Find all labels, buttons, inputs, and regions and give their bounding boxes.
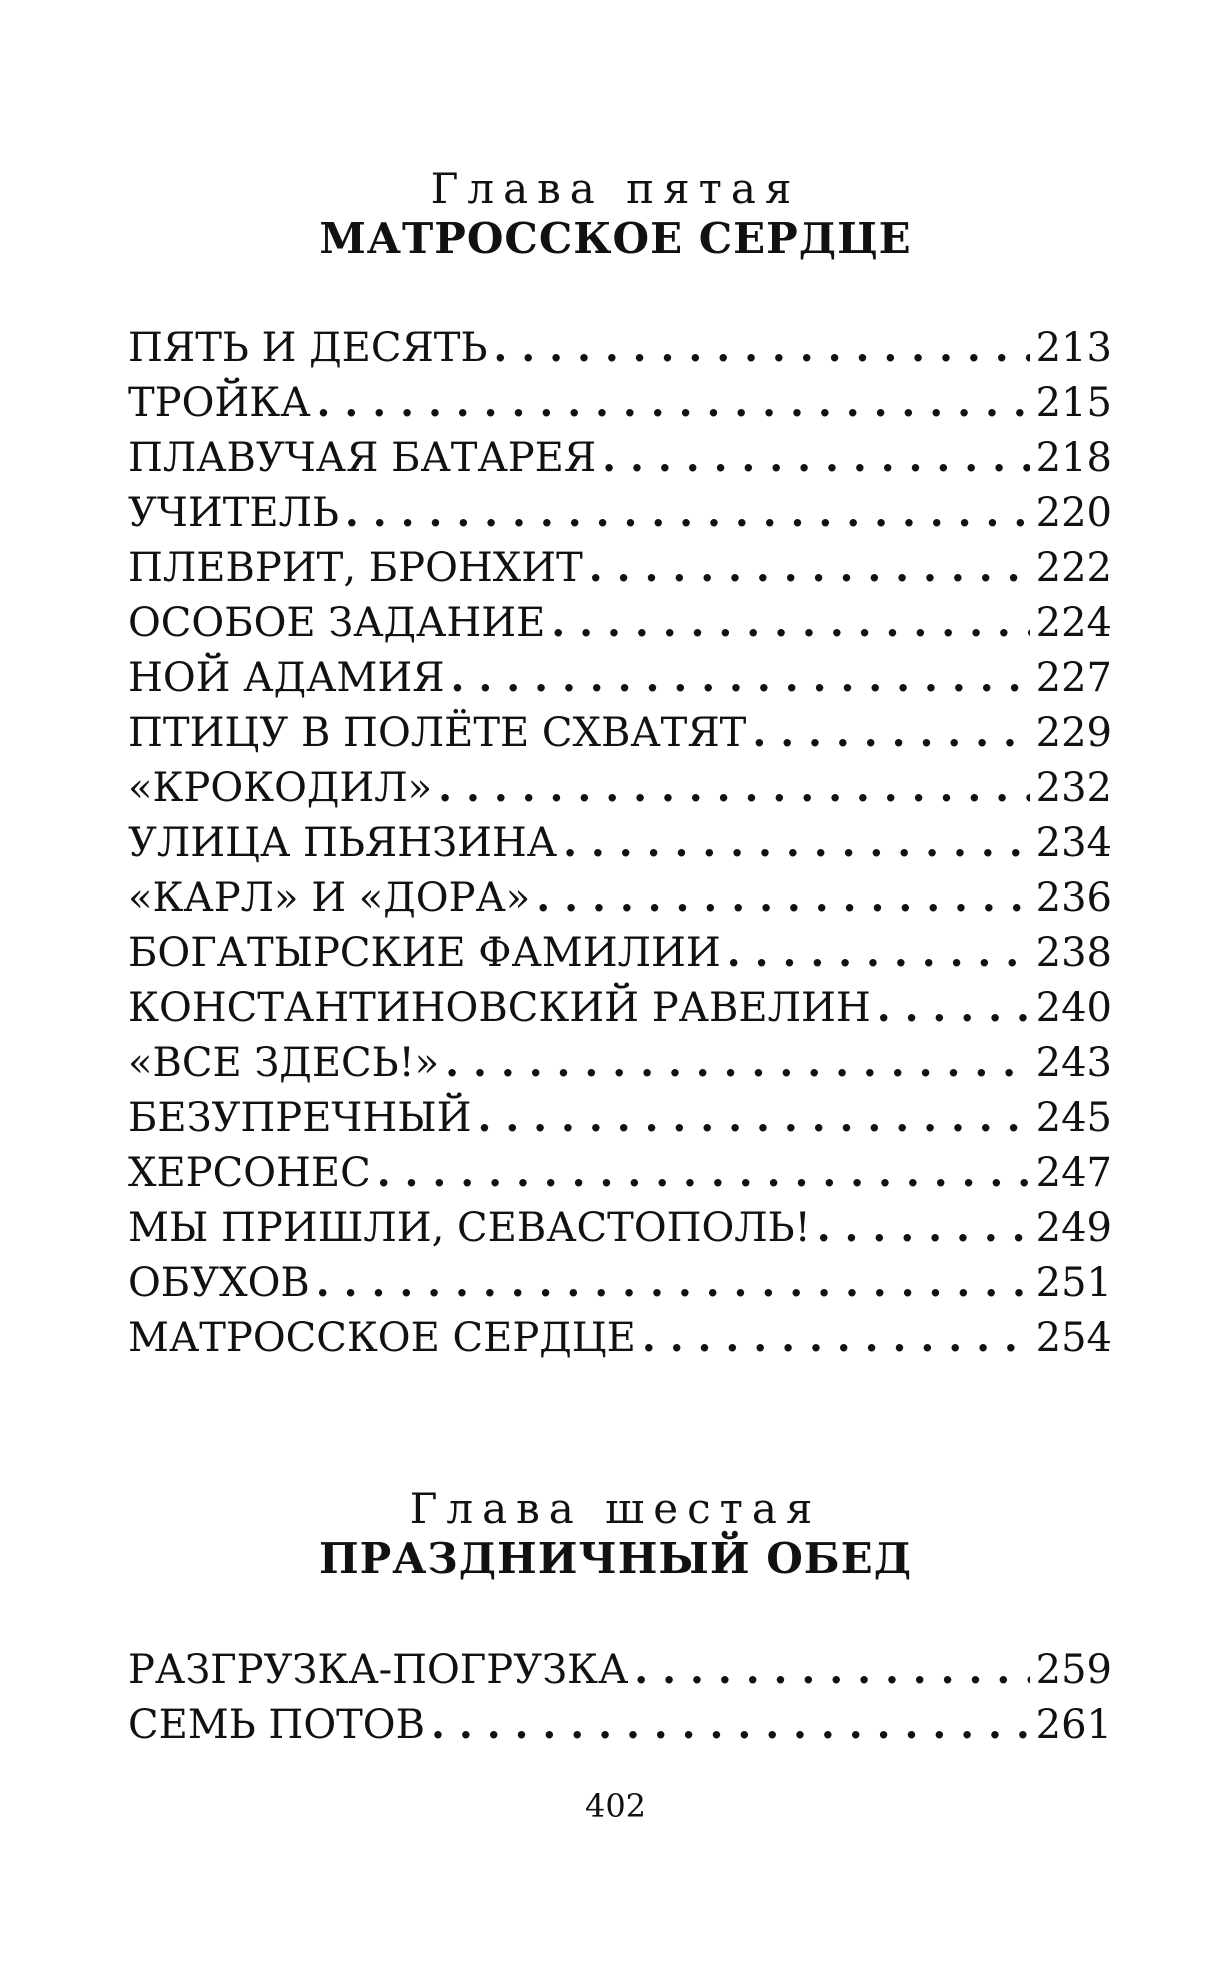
toc-dot-leader <box>438 760 1030 815</box>
toc-dot-leader <box>317 375 1030 430</box>
toc-entry <box>128 595 1112 650</box>
toc-entry-page: 240 <box>1035 985 1112 1031</box>
chapter-5-toc <box>128 320 1112 1365</box>
toc-entry-title: ПТИЦУ В ПОЛЁТЕ СХВАТЯТ <box>128 710 747 756</box>
toc-entry-page: 232 <box>1035 765 1112 811</box>
toc-dot-leader <box>345 485 1030 540</box>
toc-entry <box>128 1035 1112 1090</box>
toc-entry-title: ТРОЙКА <box>128 380 311 426</box>
toc-entry <box>128 760 1112 815</box>
toc-entry-page: 259 <box>1035 1647 1112 1693</box>
toc-dot-leader <box>752 705 1029 760</box>
toc-entry-title: «КАРЛ» И «ДОРА» <box>128 875 531 921</box>
toc-entry <box>128 980 1112 1035</box>
toc-entry <box>128 1697 1112 1752</box>
toc-entry <box>128 870 1112 925</box>
toc-entry-page: 243 <box>1035 1040 1112 1086</box>
toc-entry-title: МЫ ПРИШЛИ, СЕВАСТОПОЛЬ! <box>128 1205 811 1251</box>
toc-dot-leader <box>642 1310 1030 1365</box>
toc-dot-leader <box>551 595 1029 650</box>
chapter-6-toc <box>128 1642 1112 1752</box>
toc-dot-leader <box>316 1255 1030 1310</box>
toc-dot-leader <box>877 980 1030 1035</box>
toc-dot-leader <box>451 650 1030 705</box>
toc-entry-page: 222 <box>1035 545 1112 591</box>
toc-entry-page: 238 <box>1035 930 1112 976</box>
toc-entry <box>128 815 1112 870</box>
toc-entry-page: 229 <box>1035 710 1112 756</box>
toc-entry-page: 245 <box>1035 1095 1112 1141</box>
toc-entry-title: НОЙ АДАМИЯ <box>128 655 445 701</box>
toc-entry-page: 224 <box>1035 600 1112 646</box>
toc-dot-leader <box>536 870 1029 925</box>
toc-entry-title: СЕМЬ ПОТОВ <box>128 1702 425 1748</box>
page-number: 402 <box>584 1787 647 1825</box>
toc-dot-leader <box>431 1697 1030 1752</box>
toc-entry <box>128 1310 1112 1365</box>
toc-entry-title: УЛИЦА ПЬЯНЗИНА <box>128 820 558 866</box>
toc-entry-title: «ВСЕ ЗДЕСЬ!» <box>128 1040 440 1086</box>
toc-dot-leader <box>727 925 1030 980</box>
toc-entry-page: 213 <box>1035 325 1112 371</box>
toc-entry-page: 261 <box>1035 1702 1112 1748</box>
toc-entry <box>128 705 1112 760</box>
toc-entry <box>128 430 1112 485</box>
toc-entry-page: 215 <box>1035 380 1112 426</box>
toc-entry-title: МАТРОССКОЕ СЕРДЦЕ <box>128 1315 636 1361</box>
toc-entry-title: ХЕРСОНЕС <box>128 1150 371 1196</box>
toc-entry-page: 247 <box>1035 1150 1112 1196</box>
chapter-6-title: ПРАЗДНИЧНЫЙ ОБЕД <box>318 1534 913 1583</box>
toc-dot-leader <box>493 320 1029 375</box>
toc-entry <box>128 1255 1112 1310</box>
toc-entry-page: 254 <box>1035 1315 1112 1361</box>
toc-entry-title: УЧИТЕЛЬ <box>128 490 339 536</box>
toc-entry <box>128 485 1112 540</box>
toc-entry-title: БОГАТЫРСКИЕ ФАМИЛИИ <box>128 930 721 976</box>
toc-entry <box>128 650 1112 705</box>
toc-dot-leader <box>589 540 1030 595</box>
chapter-5-label: Глава пятая <box>430 164 801 213</box>
toc-entry-page: 249 <box>1035 1205 1112 1251</box>
toc-entry-title: ОБУХОВ <box>128 1260 310 1306</box>
toc-entry <box>128 540 1112 595</box>
toc-dot-leader <box>563 815 1030 870</box>
toc-dot-leader <box>602 430 1029 485</box>
toc-entry <box>128 925 1112 980</box>
toc-entry-page: 218 <box>1035 435 1112 481</box>
toc-dot-leader <box>377 1145 1030 1200</box>
toc-entry-title: ПЛАВУЧАЯ БАТАРЕЯ <box>128 435 597 481</box>
chapter-5-title: МАТРОССКОЕ СЕРДЦЕ <box>319 214 912 263</box>
toc-entry-title: БЕЗУПРЕЧНЫЙ <box>128 1095 472 1141</box>
toc-entry-title: «КРОКОДИЛ» <box>128 765 433 811</box>
toc-entry <box>128 375 1112 430</box>
toc-dot-leader <box>477 1090 1029 1145</box>
toc-dot-leader <box>445 1035 1030 1090</box>
toc-entry-title: РАЗГРУЗКА-ПОГРУЗКА <box>128 1647 629 1693</box>
toc-entry-page: 220 <box>1035 490 1112 536</box>
toc-dot-leader <box>634 1642 1029 1697</box>
toc-dot-leader <box>817 1200 1030 1255</box>
toc-entry-title: ОСОБОЕ ЗАДАНИЕ <box>128 600 546 646</box>
toc-entry <box>128 1642 1112 1697</box>
toc-entry <box>128 320 1112 375</box>
toc-entry-title: ПЛЕВРИТ, БРОНХИТ <box>128 545 583 591</box>
toc-entry-title: ПЯТЬ И ДЕСЯТЬ <box>128 325 488 371</box>
toc-entry-page: 251 <box>1035 1260 1112 1306</box>
toc-entry-page: 236 <box>1035 875 1112 921</box>
toc-entry <box>128 1145 1112 1200</box>
toc-entry-title: КОНСТАНТИНОВСКИЙ РАВЕЛИН <box>128 985 871 1031</box>
toc-entry <box>128 1200 1112 1255</box>
toc-entry <box>128 1090 1112 1145</box>
toc-entry-page: 227 <box>1035 655 1112 701</box>
chapter-6-label: Глава шестая <box>409 1484 822 1533</box>
toc-entry-page: 234 <box>1035 820 1112 866</box>
